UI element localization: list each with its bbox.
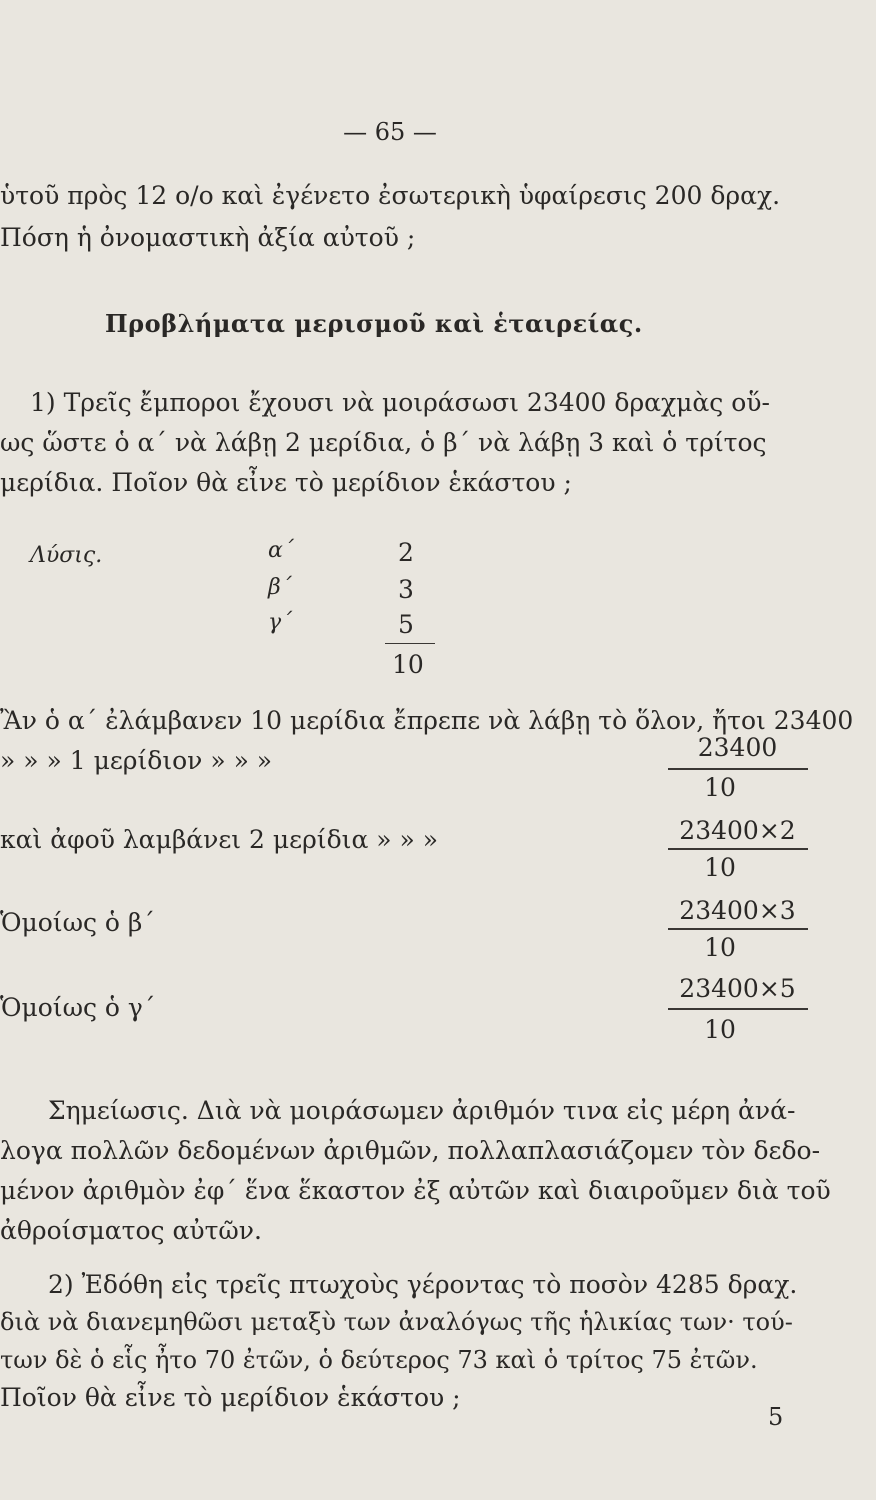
sum-rule [385, 643, 435, 644]
problem2-line-3: των δὲ ὁ εἷς ἦτο 70 ἐτῶν, ὁ δεύτερος 73 καὶ ὁ τρίτος 75 ἐτῶν. [0, 1346, 758, 1374]
fraction-1-denominator: 10 [704, 773, 736, 802]
fraction-1-bar [668, 768, 808, 770]
fraction-1-numerator: 23400 [697, 733, 778, 762]
share-name-c: γ΄ [268, 610, 293, 635]
share-name-b: β΄ [268, 575, 292, 600]
problem2-line-1: 2) Ἐδόθη εἰς τρεῖς πτωχοὺς γέροντας τὸ ποσὸν 4285 δραχ. [48, 1270, 798, 1299]
section-title: Προβλήματα μερισμοῦ καὶ ἑταιρείας. [105, 309, 643, 338]
fraction-4-numerator: 23400×5 [679, 974, 796, 1003]
share-total: 10 [392, 650, 424, 679]
step-line-2: » » » 1 μερίδιον » » » [0, 746, 273, 775]
fraction-4-denominator: 10 [704, 1015, 736, 1044]
share-value-c: 5 [398, 610, 414, 639]
step-line-1: Ἂν ὁ α΄ ἐλάμβανεν 10 μερίδια ἔπρεπε νὰ λάβῃ τὸ ὅλον, ἤτοι 23400 [0, 706, 854, 735]
top-line-1: ὑτοῦ πρὸς 12 ο/ο καὶ ἐγένετο ἐσωτερικὴ ὑφαίρεσις 200 δραχ. [0, 181, 781, 210]
fraction-3-bar [668, 928, 808, 930]
step-line-4: Ὁμοίως ὁ β΄ [0, 908, 155, 937]
fraction-2-bar [668, 848, 808, 850]
problem1-line-3: μερίδια. Ποῖον θὰ εἶνε τὸ μερίδιον ἑκάστου ; [0, 468, 572, 497]
note-line-2: λογα πολλῶν δεδομένων ἀριθμῶν, πολλαπλασιάζομεν τὸν δεδο- [0, 1136, 821, 1165]
problem2-line-2: διὰ νὰ διανεμηθῶσι μεταξὺ των ἀναλόγως τῆς ἡλικίας των· τού- [0, 1308, 793, 1336]
note-line-4: ἀθροίσματος αὐτῶν. [0, 1216, 262, 1245]
fraction-4-bar [668, 1008, 808, 1010]
problem1-line-2: ως ὥστε ὁ α΄ νὰ λάβῃ 2 μερίδια, ὁ β΄ νὰ λάβῃ 3 καὶ ὁ τρίτος [0, 428, 767, 457]
fraction-2-numerator: 23400×2 [679, 816, 796, 845]
problem2-line-4: Ποῖον θὰ εἶνε τὸ μερίδιον ἑκάστου ; [0, 1383, 461, 1412]
step-line-3: καὶ ἀφοῦ λαμβάνει 2 μερίδια » » » [0, 825, 439, 854]
share-value-a: 2 [398, 538, 414, 567]
step-line-5: Ὁμοίως ὁ γ΄ [0, 993, 156, 1022]
share-name-a: α΄ [268, 538, 294, 563]
page-number: — 65 — [343, 118, 437, 146]
top-line-2: Πόση ἡ ὀνομαστικὴ ἀξία αὐτοῦ ; [0, 223, 416, 252]
fraction-2-denominator: 10 [704, 853, 736, 882]
problem1-line-1: 1) Τρεῖς ἔμποροι ἔχουσι νὰ μοιράσωσι 23400 δραχμὰς οὕ- [30, 388, 770, 417]
solution-label: Λύσις. [30, 543, 103, 568]
fraction-3-denominator: 10 [704, 933, 736, 962]
fraction-3-numerator: 23400×3 [679, 896, 796, 925]
note-line-3: μένον ἀριθμὸν ἐφ΄ ἕνα ἕκαστον ἐξ αὐτῶν καὶ διαιροῦμεν διὰ τοῦ [0, 1176, 831, 1205]
signature-mark: 5 [768, 1403, 784, 1431]
note-line-1: Σημείωσις. Διὰ νὰ μοιράσωμεν ἀριθμόν τινα εἰς μέρη ἀνά- [48, 1096, 796, 1125]
share-value-b: 3 [398, 575, 414, 604]
